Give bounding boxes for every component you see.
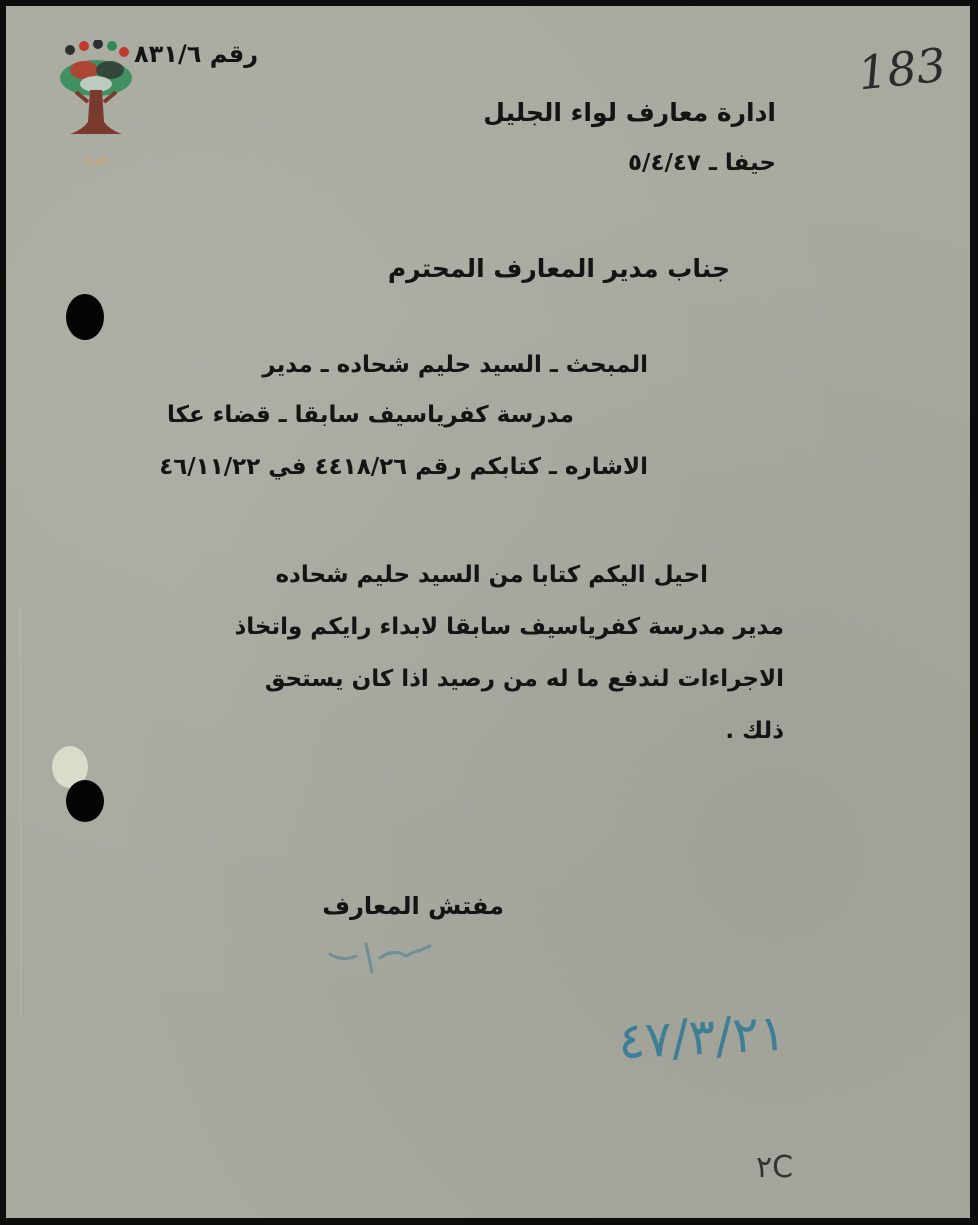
document-page — [6, 6, 970, 1218]
body-line-2: مدير مدرسة كفرياسيف سابقا لابداء رايكم واتخاذ — [234, 614, 784, 640]
body-line-3: الاجراءات لندفع ما له من رصيد اذا كان يستحق — [264, 666, 784, 692]
signature-scribble — [322, 934, 452, 978]
reference-number: رقم ٨٣١/٦ — [134, 40, 259, 68]
body-line-4: ذلك . — [725, 718, 784, 744]
subject-line-2: مدرسة كفرياسيف سابقا ـ قضاء عكا — [166, 402, 574, 428]
fold-line — [20, 606, 21, 1016]
page-number: 183 — [855, 37, 949, 101]
hawiya-logo — [54, 40, 138, 200]
place-date: حيفا ـ ٥/٤/٤٧ — [628, 150, 776, 176]
signature-title: مفتش المعارف — [322, 892, 504, 920]
salutation: جناب مدير المعارف المحترم — [387, 254, 730, 283]
body-line-1: احيل اليكم كتابا من السيد حليم شحاده — [275, 562, 708, 588]
footer-mark: ٢C — [756, 1150, 794, 1185]
subject-line-1: المبحث ـ السيد حليم شحاده ـ مدير — [262, 352, 648, 378]
handwritten-date: ٤٧/٣/٢١ — [616, 1003, 788, 1071]
tree-logo-icon — [54, 40, 138, 150]
punch-hole-top — [66, 294, 104, 340]
logo-caption: هوية — [83, 152, 109, 167]
punch-hole-bottom — [66, 780, 104, 822]
subject-reference: الاشاره ـ كتابكم رقم ٤٤١٨/٢٦ في ٤٦/١١/٢٢ — [159, 454, 648, 480]
office-header: ادارة معارف لواء الجليل — [483, 98, 776, 127]
